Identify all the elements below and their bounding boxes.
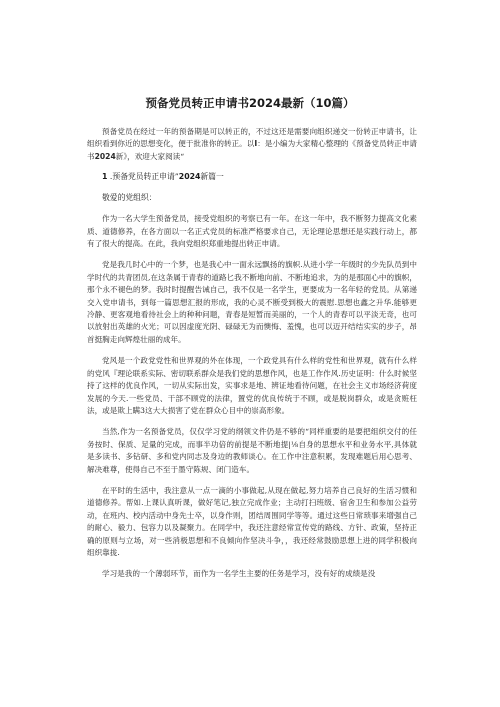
body-paragraph-3: 党风是一个政党党性和世界观的外在体现，一个政党具有什么样的党性和世界观，就有什么样的党风『理论联系实际、密切联系群众是我们党的思想作风，也是工作作风.历史证明：什么时候坚持了这样的优良作风，一切从实际出发，实事求是地、辨证地看待问题，在社会主义市场经济荷度发展的今天.一些党员、干部不顾党的法律，置党的优良传统于不顾，或是脱岗群众，或是贪赃枉法，或是欺上瞒3这大大损害了党在群众心目中的崇高形象。	[87, 356, 417, 415]
document-title: 预备党员转正申请书2024最新（10篇）	[145, 96, 355, 110]
intro-bold-year: 2024	[94, 151, 116, 161]
body-paragraph-5: 在平时的生活中，我注意从一点一滴的小事做起,从现在做起,努力培养自己良好的生活习惯和道德修养。帮如.上课认真听课，做好笔记,独立完成作业；主动打扫班级、宿舍卫生和参加公益劳动，在班内、校内活动中身先士卒，以身作则，团结周围同学等等。通过这些日常琐事来增强自己的耐心、毅力、包容力以及凝聚力。在同学中，我还注意经常宣传党的路线、方针、政策，坚持正确的原则与立场，对一些消极思想和不良倾向作坚决斗争，，我还经常鼓励思想上进的同学积极向组织靠拢.	[87, 485, 417, 557]
intro-text-2: ：是小编为大家精心整理的《预备党员转正申请书	[87, 139, 417, 161]
body-paragraph-1: 作为一名大学生预备党员，接受党组织的考察已有一年。在这一年中，我不断努力提高文化素质、道德修养，在各方面以一名正式党员的标准严格要求自己，无论理论思想还是实践行动上，都有了很大的提高。在此，我向党组织郑重地提出转正申请。	[87, 214, 417, 249]
intro-bold-mark: I	[254, 139, 258, 149]
body-paragraph-6: 学习是我的一个薄弱环节，而作为一名学生主要的任务是学习，没有好的成绩是没	[102, 569, 376, 579]
salutation: 敬爱的党组织：	[102, 193, 157, 203]
section-heading	[87, 171, 417, 183]
section-heading-text-b: 新篇一	[200, 172, 224, 182]
body-paragraph-4: 当然,作为一名预备党员，仅仅学习党的纲领文件仍是不够的“同样重要的是要把组织交付的任务按时、保质、足量的完成，而事半功倍的前提是不断地提|⅛自身的思想水平和业务水平,具体就是多读书、多钻研、多和党内同志及身边的教师谈心。在工作中注意积累，发现难题后用心思考、解决难尊，使得自己不至于墨守陈规、闭门造车。	[87, 427, 417, 474]
intro-paragraph	[87, 126, 417, 163]
document-body	[87, 126, 417, 590]
section-heading-year: 2024	[178, 172, 201, 182]
intro-text-1: 预备党员在经过一年的预备期是可以转正的，不过这还是需要向组织递交一份转正申请书，让组织看到你近的思想变化，便于批准你的转正。以	[87, 127, 417, 149]
body-paragraph-2: 党是我几时心中的一个梦，也是我心中一面永远飘扬的旗帜.从进小学一年级时的少先队员到中学时代的共青团员,在这条属于青春的道路匕我不断地向前、不断地追求，为的是那面心中的旗帜，那个永不褪色的梦。我时时提醒告诫自己，我不仅是一名学生，更要成为一名年轻的党员。从第递交入党申请书，到每一篇思想汇报的形成，我的心灵不断受到极大的震慰.思想也鑫之升华.能够更冷静、更客观地看待社会上的种种问题，青春是短暂而美丽的，一个人的青春可以平淡无奇，也可以放射出英雄的火光；可以因虚度光阴、碌碌无为而懊悔、羞愧，也可以迈开结结实实的步子，昂首挺胸走向辉煌壮丽的成年。	[87, 260, 417, 344]
section-heading-text-a: .预备党员转正申请”	[107, 172, 179, 182]
section-number: 1	[102, 172, 108, 182]
intro-text-3: 新》，欢迎大家阅读“	[115, 151, 185, 161]
